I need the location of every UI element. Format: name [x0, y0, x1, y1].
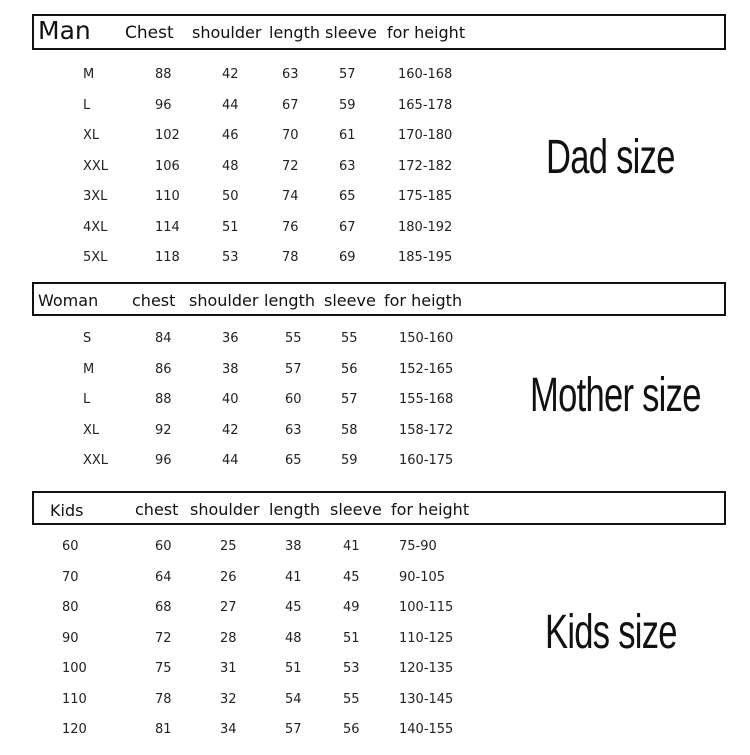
man-header-sleeve: sleeve	[325, 23, 377, 42]
woman-row-4-shoulder: 42	[222, 422, 239, 438]
man-row-2-height: 165-178	[398, 97, 453, 113]
man-row-7-length: 78	[282, 250, 299, 265]
kids-row-1-chest: 60	[155, 539, 172, 554]
kids-row-4-length: 48	[285, 630, 302, 646]
kids-row-2-length: 41	[285, 569, 302, 585]
kids-row-6-sleeve: 55	[343, 691, 360, 707]
woman-row-5-height: 160-175	[399, 453, 454, 468]
woman-row-4-sleeve: 58	[341, 422, 358, 438]
woman-row-5-shoulder: 44	[222, 453, 239, 468]
kids-row-5-size: 100	[62, 661, 87, 676]
kids-row-6-chest: 78	[155, 691, 172, 707]
kids-row-3-shoulder: 27	[220, 600, 237, 615]
man-row-4-chest: 106	[155, 158, 180, 174]
man-row-2-size: L	[83, 97, 91, 113]
kids-row-2-shoulder: 26	[220, 569, 237, 585]
kids-header-height: for height	[391, 500, 470, 519]
woman-title: Woman	[38, 291, 99, 310]
woman-row-5-size: XXL	[83, 453, 109, 468]
woman-row-4-length: 63	[285, 422, 302, 438]
kids-row-3-chest: 68	[155, 600, 172, 615]
man-row-1-size: M	[83, 67, 95, 82]
man-row-5-length: 74	[282, 189, 299, 204]
man-header-length: length	[269, 23, 320, 42]
woman-header-sleeve: sleeve	[324, 291, 376, 310]
kids-row-1-sleeve: 41	[343, 539, 360, 554]
woman-row-5-length: 65	[285, 453, 302, 468]
man-row-6-sleeve: 67	[339, 219, 356, 235]
man-row-1-height: 160-168	[398, 67, 453, 82]
kids-row-7-chest: 81	[155, 722, 172, 737]
man-row-6-size: 4XL	[83, 219, 108, 235]
woman-row-1-sleeve: 55	[341, 331, 358, 346]
mother-size-label: Mother size	[530, 369, 701, 422]
woman-row-4-height: 158-172	[399, 422, 454, 438]
man-row-5-shoulder: 50	[222, 189, 239, 204]
kids-row-2-sleeve: 45	[343, 569, 360, 585]
kids-row-6-size: 110	[62, 691, 87, 707]
woman-row-4-size: XL	[83, 422, 100, 438]
man-row-1-shoulder: 42	[222, 67, 239, 82]
man-header-height: for height	[387, 23, 466, 42]
kids-row-7-size: 120	[62, 722, 87, 737]
kids-row-7-height: 140-155	[399, 722, 454, 737]
man-row-5-height: 175-185	[398, 189, 453, 204]
kids-row-6-length: 54	[285, 691, 302, 707]
woman-row-3-chest: 88	[155, 392, 172, 407]
woman-row-1-height: 150-160	[399, 331, 454, 346]
kids-row-2-size: 70	[62, 569, 79, 585]
kids-row-3-sleeve: 49	[343, 600, 360, 615]
woman-row-3-height: 155-168	[399, 392, 454, 407]
man-row-7-shoulder: 53	[222, 250, 239, 265]
man-row-7-chest: 118	[155, 250, 180, 265]
kids-header-length: length	[269, 500, 320, 519]
woman-row-2-size: M	[83, 361, 95, 377]
kids-row-1-length: 38	[285, 539, 302, 554]
man-row-5-chest: 110	[155, 189, 180, 204]
woman-row-2-shoulder: 38	[222, 361, 239, 377]
kids-row-4-shoulder: 28	[220, 630, 237, 646]
woman-row-3-sleeve: 57	[341, 392, 358, 407]
woman-row-1-chest: 84	[155, 331, 172, 346]
man-row-2-length: 67	[282, 97, 299, 113]
man-row-4-size: XXL	[83, 158, 109, 174]
kids-row-5-length: 51	[285, 661, 302, 676]
man-row-4-height: 172-182	[398, 158, 453, 174]
woman-row-1-shoulder: 36	[222, 331, 239, 346]
woman-row-5-chest: 96	[155, 453, 172, 468]
kids-row-7-sleeve: 56	[343, 722, 360, 737]
kids-row-4-size: 90	[62, 630, 79, 646]
kids-row-7-length: 57	[285, 722, 302, 737]
man-row-1-sleeve: 57	[339, 67, 356, 82]
man-row-3-chest: 102	[155, 128, 180, 143]
kids-row-3-size: 80	[62, 600, 79, 615]
kids-row-1-size: 60	[62, 539, 79, 554]
kids-row-7-shoulder: 34	[220, 722, 237, 737]
man-row-6-length: 76	[282, 219, 299, 235]
woman-row-3-shoulder: 40	[222, 392, 239, 407]
kids-header-sleeve: sleeve	[330, 500, 382, 519]
kids-row-4-chest: 72	[155, 630, 172, 646]
man-row-7-sleeve: 69	[339, 250, 356, 265]
kids-row-5-height: 120-135	[399, 661, 454, 676]
kids-row-4-sleeve: 51	[343, 630, 360, 646]
woman-header-shoulder: shoulder	[189, 291, 259, 310]
man-row-6-shoulder: 51	[222, 219, 239, 235]
woman-row-2-chest: 86	[155, 361, 172, 377]
man-row-4-sleeve: 63	[339, 158, 356, 174]
man-row-2-sleeve: 59	[339, 97, 356, 113]
man-row-5-size: 3XL	[83, 189, 108, 204]
kids-row-2-height: 90-105	[399, 569, 446, 585]
woman-row-4-chest: 92	[155, 422, 172, 438]
man-row-1-length: 63	[282, 67, 299, 82]
kids-row-5-sleeve: 53	[343, 661, 360, 676]
woman-row-2-height: 152-165	[399, 361, 454, 377]
woman-row-2-sleeve: 56	[341, 361, 358, 377]
kids-row-1-height: 75-90	[399, 539, 437, 554]
man-row-3-length: 70	[282, 128, 299, 143]
kids-header-shoulder: shoulder	[190, 500, 260, 519]
man-row-7-size: 5XL	[83, 250, 108, 265]
woman-row-5-sleeve: 59	[341, 453, 358, 468]
kids-header-chest: chest	[135, 500, 179, 519]
dad-size-label: Dad size	[546, 131, 675, 184]
man-header-chest: Chest	[125, 23, 174, 43]
kids-row-6-height: 130-145	[399, 691, 454, 707]
man-row-6-chest: 114	[155, 219, 180, 235]
woman-row-1-length: 55	[285, 331, 302, 346]
kids-row-5-shoulder: 31	[220, 661, 237, 676]
man-row-7-height: 185-195	[398, 250, 453, 265]
woman-header-chest: chest	[132, 291, 176, 310]
woman-row-3-length: 60	[285, 392, 302, 407]
kids-title: Kids	[50, 501, 84, 520]
man-row-5-sleeve: 65	[339, 189, 356, 204]
man-row-3-height: 170-180	[398, 128, 453, 143]
kids-size-label: Kids size	[545, 606, 677, 659]
man-row-3-size: XL	[83, 128, 100, 143]
man-row-2-shoulder: 44	[222, 97, 239, 113]
kids-row-3-length: 45	[285, 600, 302, 615]
man-title: Man	[38, 16, 91, 45]
kids-row-3-height: 100-115	[399, 600, 454, 615]
kids-row-5-chest: 75	[155, 661, 172, 676]
kids-row-4-height: 110-125	[399, 630, 454, 646]
woman-row-1-size: S	[83, 331, 92, 346]
man-row-3-sleeve: 61	[339, 128, 356, 143]
man-row-4-shoulder: 48	[222, 158, 239, 174]
man-row-2-chest: 96	[155, 97, 172, 113]
woman-header-length: length	[264, 291, 315, 310]
man-header-shoulder: shoulder	[192, 23, 262, 42]
woman-row-3-size: L	[83, 392, 91, 407]
kids-row-1-shoulder: 25	[220, 539, 237, 554]
kids-row-6-shoulder: 32	[220, 691, 237, 707]
woman-header-height: for heigth	[384, 291, 463, 310]
man-row-6-height: 180-192	[398, 219, 453, 235]
woman-row-2-length: 57	[285, 361, 302, 377]
man-row-3-shoulder: 46	[222, 128, 239, 143]
kids-row-2-chest: 64	[155, 569, 172, 585]
man-row-4-length: 72	[282, 158, 299, 174]
man-row-1-chest: 88	[155, 67, 172, 82]
